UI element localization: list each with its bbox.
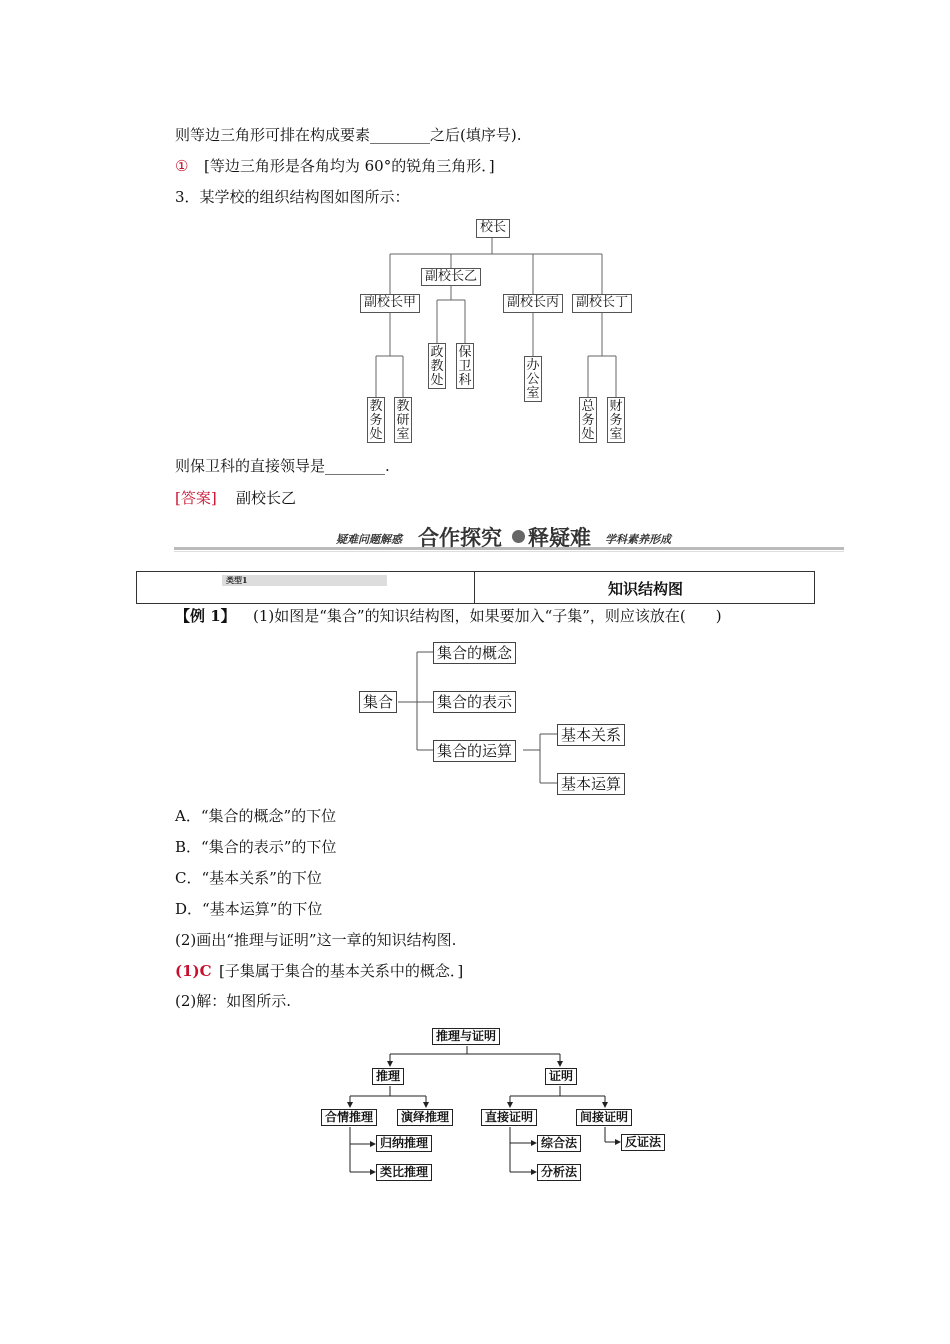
set-node-basic-relation: 基本关系 bbox=[557, 724, 625, 746]
reason-node-plausible: 合情推理 bbox=[321, 1109, 377, 1126]
q3-question: 则保卫科的直接领导是________. bbox=[175, 457, 390, 475]
set-node-operation: 集合的运算 bbox=[433, 740, 516, 762]
set-node-root: 集合 bbox=[359, 691, 397, 713]
part-2: (2)画出“推理与证明”这一章的知识结构图. bbox=[175, 931, 457, 949]
org-vertical-label: 总 务 处 bbox=[581, 399, 595, 442]
set-node-representation: 集合的表示 bbox=[433, 691, 516, 713]
reason-node-indirect: 间接证明 bbox=[576, 1109, 632, 1126]
banner-main-1: 合作探究 bbox=[418, 526, 502, 550]
answer-value: 副校长乙 bbox=[236, 489, 297, 507]
reason-node-reasoning: 推理 bbox=[372, 1068, 404, 1085]
banner-right: 学科素养形成 bbox=[605, 533, 671, 546]
org-vertical-label: 教 务 处 bbox=[369, 399, 383, 442]
org-vertical-label: 办 公 室 bbox=[526, 358, 540, 401]
intro-line: 则等边三角形可排在构成要素________之后(填序号). bbox=[175, 126, 522, 144]
solution-1-mark: (1)C bbox=[175, 962, 212, 980]
banner-main-2: 释疑难 bbox=[528, 526, 591, 550]
answer-label: [答案] bbox=[175, 489, 217, 507]
set-node-concept: 集合的概念 bbox=[433, 642, 516, 664]
reason-node-induction: 归纳推理 bbox=[376, 1135, 432, 1152]
reason-node-synthetic: 综合法 bbox=[537, 1135, 581, 1152]
option-a: A．“集合的概念”的下位 bbox=[175, 807, 337, 825]
org-vertical-label: 教 研 室 bbox=[396, 399, 410, 442]
answer-mark: ① bbox=[175, 157, 189, 175]
reason-node-direct: 直接证明 bbox=[481, 1109, 537, 1126]
org-vertical-label: 财 务 室 bbox=[609, 399, 623, 442]
reason-node-contradiction: 反证法 bbox=[621, 1134, 665, 1151]
org-vertical-label: 政 教 处 bbox=[430, 345, 444, 388]
reason-node-deductive: 演绎推理 bbox=[397, 1109, 453, 1126]
org-node-vp-yi: 副校长乙 bbox=[421, 268, 481, 286]
type-title: 知识结构图 bbox=[608, 580, 684, 598]
reason-node-proof: 证明 bbox=[545, 1068, 577, 1085]
reason-node-analytic: 分析法 bbox=[537, 1164, 581, 1181]
reason-node-analogy: 类比推理 bbox=[376, 1164, 432, 1181]
solution-2: (2)解：如图所示. bbox=[175, 992, 292, 1010]
option-d: D．“基本运算”的下位 bbox=[175, 900, 323, 918]
org-node-vp-jia: 副校长甲 bbox=[360, 294, 420, 313]
option-b: B．“集合的表示”的下位 bbox=[175, 838, 337, 856]
banner-left: 疑难问题解惑 bbox=[336, 533, 402, 546]
answer-explanation: [等边三角形是各角均为 60°的锐角三角形．] bbox=[204, 157, 495, 175]
set-node-basic-operation: 基本运算 bbox=[557, 773, 625, 795]
reason-node-root: 推理与证明 bbox=[432, 1028, 500, 1045]
org-node-principal: 校长 bbox=[476, 219, 510, 238]
question-3: 3．某学校的组织结构图如图所示： bbox=[175, 188, 410, 206]
org-node-vp-ding: 副校长丁 bbox=[572, 294, 632, 313]
type-tag: 类型1 bbox=[226, 575, 248, 585]
org-vertical-label: 保 卫 科 bbox=[458, 345, 472, 388]
org-node-vp-bing: 副校长丙 bbox=[503, 294, 563, 313]
option-c: C．“基本关系”的下位 bbox=[175, 869, 322, 887]
example-label: 【例 1】 bbox=[175, 607, 236, 625]
example-text: (1)如图是“集合”的知识结构图，如果要加入“子集”，则应该放在( ) bbox=[253, 607, 722, 625]
solution-1-text: [子集属于集合的基本关系中的概念．] bbox=[219, 962, 464, 980]
